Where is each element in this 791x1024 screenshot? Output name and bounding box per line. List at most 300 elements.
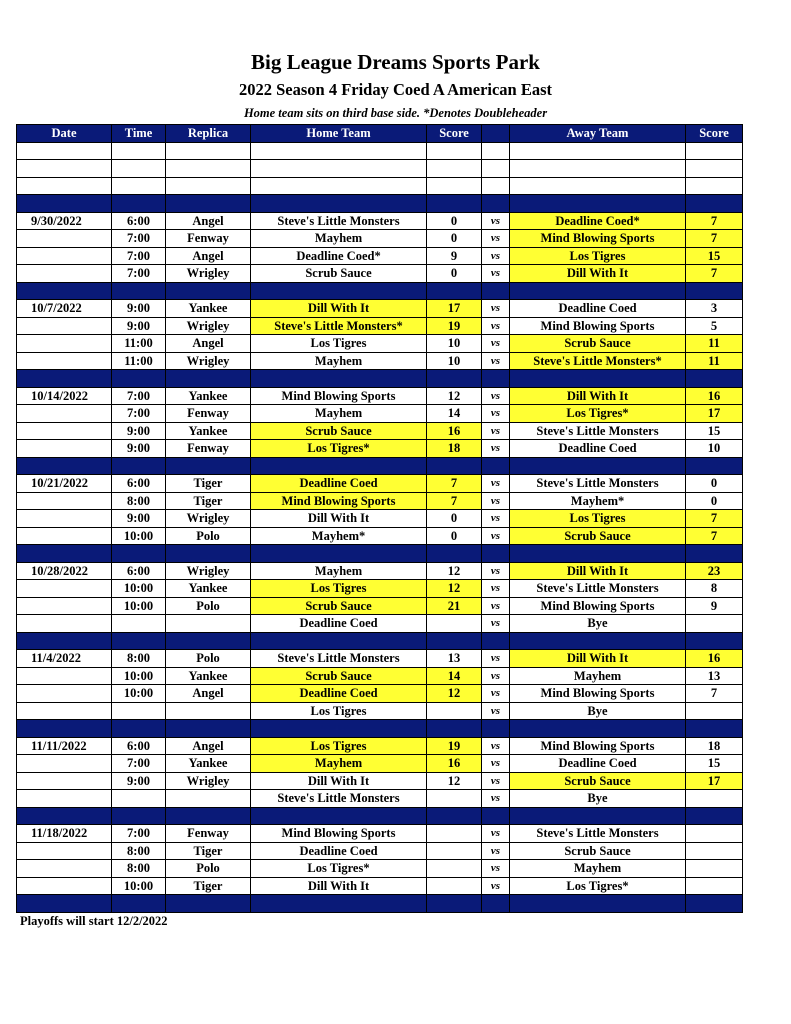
- home-team-cell: Mind Blowing Sports: [251, 387, 427, 405]
- header-away-team: Away Team: [510, 125, 686, 143]
- footer-note: Playoffs will start 12/2/2022: [20, 914, 168, 928]
- vs-cell: vs: [482, 597, 510, 615]
- table-row: [17, 650, 743, 668]
- time-cell: 7:00: [112, 230, 166, 248]
- table-row: [17, 580, 743, 598]
- table-row: [17, 300, 743, 318]
- week-separator-row: [17, 545, 743, 563]
- date-cell: 10/21/2022: [17, 475, 112, 493]
- replica-cell: Angel: [166, 685, 251, 703]
- home-team-cell: Scrub Sauce: [251, 597, 427, 615]
- replica-cell: Polo: [166, 860, 251, 878]
- table-row: [17, 790, 743, 808]
- blank-row: [17, 160, 743, 178]
- separator-cell: [482, 457, 510, 475]
- table-row: [17, 842, 743, 860]
- away-team-cell: Deadline Coed: [510, 300, 686, 318]
- away-score-cell: 15: [686, 755, 743, 773]
- date-cell: [17, 335, 112, 353]
- home-team-cell: Los Tigres: [251, 580, 427, 598]
- vs-cell: vs: [482, 527, 510, 545]
- date-cell: [17, 422, 112, 440]
- week-separator-row: [17, 807, 743, 825]
- separator-cell: [166, 632, 251, 650]
- home-score-cell: 10: [427, 352, 482, 370]
- table-row: [17, 230, 743, 248]
- vs-cell: vs: [482, 842, 510, 860]
- date-cell: 9/30/2022: [17, 212, 112, 230]
- date-cell: [17, 667, 112, 685]
- separator-cell: [112, 807, 166, 825]
- replica-cell: Yankee: [166, 422, 251, 440]
- home-team-cell: Deadline Coed: [251, 685, 427, 703]
- vs-cell: vs: [482, 702, 510, 720]
- time-cell: 7:00: [112, 265, 166, 283]
- header-home-team: Home Team: [251, 125, 427, 143]
- vs-cell: vs: [482, 212, 510, 230]
- separator-cell: [482, 807, 510, 825]
- home-score-cell: 13: [427, 650, 482, 668]
- vs-cell: vs: [482, 877, 510, 895]
- home-score-cell: [427, 177, 482, 195]
- date-cell: 10/14/2022: [17, 387, 112, 405]
- away-score-cell: 17: [686, 772, 743, 790]
- vs-cell: vs: [482, 685, 510, 703]
- time-cell: 10:00: [112, 597, 166, 615]
- vs-cell: vs: [482, 860, 510, 878]
- time-cell: [112, 160, 166, 178]
- date-cell: [17, 842, 112, 860]
- separator-cell: [17, 807, 112, 825]
- separator-cell: [482, 545, 510, 563]
- away-score-cell: 7: [686, 230, 743, 248]
- page-note: Home team sits on third base side. *Denotes Doubleheader: [243, 106, 548, 120]
- time-cell: 11:00: [112, 335, 166, 353]
- home-team-cell: Deadline Coed*: [251, 247, 427, 265]
- separator-cell: [510, 195, 686, 213]
- separator-cell: [427, 807, 482, 825]
- replica-cell: Fenway: [166, 825, 251, 843]
- date-cell: [17, 247, 112, 265]
- away-score-cell: 16: [686, 650, 743, 668]
- date-cell: [17, 510, 112, 528]
- replica-cell: Wrigley: [166, 317, 251, 335]
- time-cell: 9:00: [112, 440, 166, 458]
- time-cell: 10:00: [112, 580, 166, 598]
- date-cell: [17, 597, 112, 615]
- vs-cell: vs: [482, 737, 510, 755]
- header-replica: Replica: [166, 125, 251, 143]
- vs-cell: vs: [482, 615, 510, 633]
- home-team-cell: Mayhem: [251, 755, 427, 773]
- home-score-cell: [427, 825, 482, 843]
- home-score-cell: 9: [427, 247, 482, 265]
- home-team-cell: Scrub Sauce: [251, 265, 427, 283]
- home-score-cell: 16: [427, 422, 482, 440]
- away-team-cell: Mind Blowing Sports: [510, 230, 686, 248]
- separator-cell: [17, 282, 112, 300]
- away-team-cell: Scrub Sauce: [510, 842, 686, 860]
- home-team-cell: Dill With It: [251, 772, 427, 790]
- separator-cell: [427, 195, 482, 213]
- vs-cell: vs: [482, 475, 510, 493]
- time-cell: 9:00: [112, 510, 166, 528]
- replica-cell: Wrigley: [166, 562, 251, 580]
- home-team-cell: Los Tigres: [251, 335, 427, 353]
- away-score-cell: 7: [686, 510, 743, 528]
- separator-cell: [17, 632, 112, 650]
- home-team-cell: Steve's Little Monsters: [251, 790, 427, 808]
- away-score-cell: 16: [686, 387, 743, 405]
- vs-cell: vs: [482, 300, 510, 318]
- away-score-cell: [686, 860, 743, 878]
- time-cell: 7:00: [112, 247, 166, 265]
- date-cell: [17, 317, 112, 335]
- week-separator-row: [17, 195, 743, 213]
- separator-cell: [166, 720, 251, 738]
- home-score-cell: 17: [427, 300, 482, 318]
- away-team-cell: Mayhem: [510, 667, 686, 685]
- table-row: [17, 405, 743, 423]
- separator-cell: [686, 807, 743, 825]
- separator-cell: [686, 895, 743, 913]
- away-score-cell: [686, 160, 743, 178]
- away-team-cell: [510, 142, 686, 160]
- table-row: [17, 597, 743, 615]
- home-team-cell: Deadline Coed: [251, 475, 427, 493]
- separator-cell: [17, 545, 112, 563]
- replica-cell: Polo: [166, 650, 251, 668]
- replica-cell: Wrigley: [166, 510, 251, 528]
- table-row: [17, 755, 743, 773]
- separator-cell: [166, 195, 251, 213]
- vs-cell: vs: [482, 265, 510, 283]
- date-cell: [17, 492, 112, 510]
- replica-cell: Yankee: [166, 580, 251, 598]
- table-row: [17, 265, 743, 283]
- date-cell: [17, 527, 112, 545]
- replica-cell: Wrigley: [166, 265, 251, 283]
- date-cell: 11/4/2022: [17, 650, 112, 668]
- date-cell: [17, 790, 112, 808]
- home-score-cell: 7: [427, 492, 482, 510]
- time-cell: 6:00: [112, 475, 166, 493]
- replica-cell: [166, 615, 251, 633]
- vs-cell: [482, 142, 510, 160]
- away-score-cell: 15: [686, 247, 743, 265]
- date-cell: 11/18/2022: [17, 825, 112, 843]
- away-score-cell: [686, 877, 743, 895]
- vs-cell: vs: [482, 440, 510, 458]
- date-cell: [17, 440, 112, 458]
- home-team-cell: Los Tigres: [251, 702, 427, 720]
- separator-cell: [510, 545, 686, 563]
- away-team-cell: Mind Blowing Sports: [510, 597, 686, 615]
- table-row: [17, 440, 743, 458]
- date-cell: [17, 615, 112, 633]
- replica-cell: Wrigley: [166, 772, 251, 790]
- time-cell: 9:00: [112, 772, 166, 790]
- home-score-cell: [427, 702, 482, 720]
- away-team-cell: Deadline Coed*: [510, 212, 686, 230]
- vs-cell: vs: [482, 335, 510, 353]
- date-cell: [17, 685, 112, 703]
- vs-cell: vs: [482, 352, 510, 370]
- table-header-row: [17, 125, 743, 143]
- away-score-cell: [686, 842, 743, 860]
- separator-cell: [510, 457, 686, 475]
- away-team-cell: Scrub Sauce: [510, 335, 686, 353]
- home-team-cell: [251, 177, 427, 195]
- home-score-cell: 16: [427, 755, 482, 773]
- header-home-score: Score: [427, 125, 482, 143]
- away-team-cell: Bye: [510, 790, 686, 808]
- vs-cell: vs: [482, 580, 510, 598]
- date-cell: [17, 877, 112, 895]
- home-team-cell: Scrub Sauce: [251, 422, 427, 440]
- away-team-cell: Dill With It: [510, 387, 686, 405]
- home-score-cell: [427, 842, 482, 860]
- date-cell: [17, 177, 112, 195]
- vs-cell: vs: [482, 650, 510, 668]
- separator-cell: [251, 632, 427, 650]
- away-team-cell: Steve's Little Monsters*: [510, 352, 686, 370]
- replica-cell: Polo: [166, 527, 251, 545]
- separator-cell: [427, 545, 482, 563]
- vs-cell: [482, 160, 510, 178]
- separator-cell: [166, 895, 251, 913]
- away-score-cell: 10: [686, 440, 743, 458]
- away-team-cell: Dill With It: [510, 265, 686, 283]
- home-team-cell: Los Tigres*: [251, 860, 427, 878]
- vs-cell: vs: [482, 562, 510, 580]
- time-cell: 7:00: [112, 387, 166, 405]
- separator-cell: [686, 545, 743, 563]
- away-team-cell: Steve's Little Monsters: [510, 422, 686, 440]
- home-score-cell: [427, 142, 482, 160]
- date-cell: [17, 405, 112, 423]
- time-cell: 11:00: [112, 352, 166, 370]
- time-cell: [112, 177, 166, 195]
- separator-cell: [510, 895, 686, 913]
- home-team-cell: Mayhem: [251, 230, 427, 248]
- replica-cell: [166, 702, 251, 720]
- vs-cell: vs: [482, 247, 510, 265]
- home-score-cell: [427, 860, 482, 878]
- home-score-cell: 14: [427, 405, 482, 423]
- replica-cell: Yankee: [166, 300, 251, 318]
- separator-cell: [510, 807, 686, 825]
- replica-cell: Yankee: [166, 667, 251, 685]
- separator-cell: [510, 370, 686, 388]
- home-score-cell: 21: [427, 597, 482, 615]
- replica-cell: Yankee: [166, 755, 251, 773]
- replica-cell: Yankee: [166, 387, 251, 405]
- time-cell: 10:00: [112, 527, 166, 545]
- date-cell: [17, 702, 112, 720]
- home-score-cell: 0: [427, 265, 482, 283]
- separator-cell: [112, 895, 166, 913]
- separator-cell: [17, 895, 112, 913]
- replica-cell: Tiger: [166, 877, 251, 895]
- header-time: Time: [112, 125, 166, 143]
- separator-cell: [166, 282, 251, 300]
- separator-cell: [482, 720, 510, 738]
- table-row: [17, 247, 743, 265]
- vs-cell: vs: [482, 790, 510, 808]
- away-team-cell: Scrub Sauce: [510, 772, 686, 790]
- separator-cell: [251, 807, 427, 825]
- date-cell: 10/28/2022: [17, 562, 112, 580]
- separator-cell: [17, 195, 112, 213]
- date-cell: 10/7/2022: [17, 300, 112, 318]
- time-cell: 8:00: [112, 650, 166, 668]
- week-separator-row: [17, 457, 743, 475]
- replica-cell: Angel: [166, 247, 251, 265]
- time-cell: [112, 615, 166, 633]
- vs-cell: vs: [482, 755, 510, 773]
- away-score-cell: [686, 825, 743, 843]
- home-score-cell: 0: [427, 527, 482, 545]
- date-cell: [17, 352, 112, 370]
- time-cell: 10:00: [112, 667, 166, 685]
- away-team-cell: Bye: [510, 702, 686, 720]
- separator-cell: [427, 457, 482, 475]
- separator-cell: [17, 457, 112, 475]
- replica-cell: Polo: [166, 597, 251, 615]
- separator-cell: [686, 370, 743, 388]
- separator-cell: [686, 282, 743, 300]
- vs-cell: vs: [482, 405, 510, 423]
- away-team-cell: [510, 160, 686, 178]
- time-cell: 10:00: [112, 685, 166, 703]
- time-cell: [112, 142, 166, 160]
- home-score-cell: 14: [427, 667, 482, 685]
- away-team-cell: Steve's Little Monsters: [510, 475, 686, 493]
- date-cell: [17, 580, 112, 598]
- away-score-cell: 7: [686, 265, 743, 283]
- date-cell: [17, 142, 112, 160]
- table-row: [17, 825, 743, 843]
- separator-cell: [686, 457, 743, 475]
- separator-cell: [166, 545, 251, 563]
- vs-cell: vs: [482, 492, 510, 510]
- table-row: [17, 860, 743, 878]
- home-score-cell: [427, 877, 482, 895]
- separator-cell: [166, 807, 251, 825]
- table-row: [17, 737, 743, 755]
- away-score-cell: [686, 177, 743, 195]
- home-team-cell: Scrub Sauce: [251, 667, 427, 685]
- time-cell: 9:00: [112, 422, 166, 440]
- separator-cell: [251, 282, 427, 300]
- home-score-cell: [427, 790, 482, 808]
- table-row: [17, 562, 743, 580]
- separator-cell: [510, 632, 686, 650]
- away-team-cell: [510, 177, 686, 195]
- separator-cell: [112, 720, 166, 738]
- away-team-cell: Los Tigres*: [510, 877, 686, 895]
- table-row: [17, 317, 743, 335]
- time-cell: 6:00: [112, 737, 166, 755]
- separator-cell: [166, 370, 251, 388]
- home-team-cell: Mayhem: [251, 405, 427, 423]
- home-score-cell: 0: [427, 510, 482, 528]
- time-cell: [112, 790, 166, 808]
- separator-cell: [251, 545, 427, 563]
- vs-cell: vs: [482, 422, 510, 440]
- separator-cell: [482, 370, 510, 388]
- replica-cell: [166, 160, 251, 178]
- vs-cell: vs: [482, 510, 510, 528]
- home-score-cell: 12: [427, 580, 482, 598]
- away-team-cell: Deadline Coed: [510, 755, 686, 773]
- separator-cell: [427, 720, 482, 738]
- date-cell: [17, 265, 112, 283]
- replica-cell: Fenway: [166, 405, 251, 423]
- time-cell: 6:00: [112, 562, 166, 580]
- away-score-cell: 7: [686, 527, 743, 545]
- time-cell: 6:00: [112, 212, 166, 230]
- replica-cell: Fenway: [166, 230, 251, 248]
- separator-cell: [251, 195, 427, 213]
- home-team-cell: [251, 160, 427, 178]
- separator-cell: [427, 370, 482, 388]
- replica-cell: Angel: [166, 335, 251, 353]
- away-team-cell: Mind Blowing Sports: [510, 685, 686, 703]
- blank-row: [17, 142, 743, 160]
- home-team-cell: Mayhem: [251, 352, 427, 370]
- away-team-cell: Mind Blowing Sports: [510, 317, 686, 335]
- away-team-cell: Los Tigres*: [510, 405, 686, 423]
- away-score-cell: 9: [686, 597, 743, 615]
- date-cell: [17, 230, 112, 248]
- home-team-cell: Los Tigres: [251, 737, 427, 755]
- home-score-cell: 12: [427, 685, 482, 703]
- vs-cell: vs: [482, 667, 510, 685]
- vs-cell: vs: [482, 317, 510, 335]
- table-row: [17, 772, 743, 790]
- separator-cell: [510, 282, 686, 300]
- separator-cell: [112, 370, 166, 388]
- away-score-cell: [686, 615, 743, 633]
- away-team-cell: Dill With It: [510, 650, 686, 668]
- away-score-cell: [686, 702, 743, 720]
- away-score-cell: 13: [686, 667, 743, 685]
- table-row: [17, 475, 743, 493]
- away-team-cell: Mayhem: [510, 860, 686, 878]
- home-team-cell: Steve's Little Monsters*: [251, 317, 427, 335]
- table-row: [17, 685, 743, 703]
- separator-cell: [17, 370, 112, 388]
- time-cell: 7:00: [112, 405, 166, 423]
- page-subtitle: 2022 Season 4 Friday Coed A American East: [238, 80, 553, 99]
- separator-cell: [17, 720, 112, 738]
- away-score-cell: 7: [686, 212, 743, 230]
- separator-cell: [482, 282, 510, 300]
- away-score-cell: 15: [686, 422, 743, 440]
- away-team-cell: Scrub Sauce: [510, 527, 686, 545]
- time-cell: 8:00: [112, 842, 166, 860]
- home-team-cell: Mind Blowing Sports: [251, 492, 427, 510]
- away-team-cell: Los Tigres: [510, 510, 686, 528]
- page-title: Big League Dreams Sports Park: [251, 50, 540, 74]
- table-row: [17, 667, 743, 685]
- vs-cell: vs: [482, 772, 510, 790]
- table-row: [17, 510, 743, 528]
- week-separator-row: [17, 370, 743, 388]
- home-score-cell: 0: [427, 230, 482, 248]
